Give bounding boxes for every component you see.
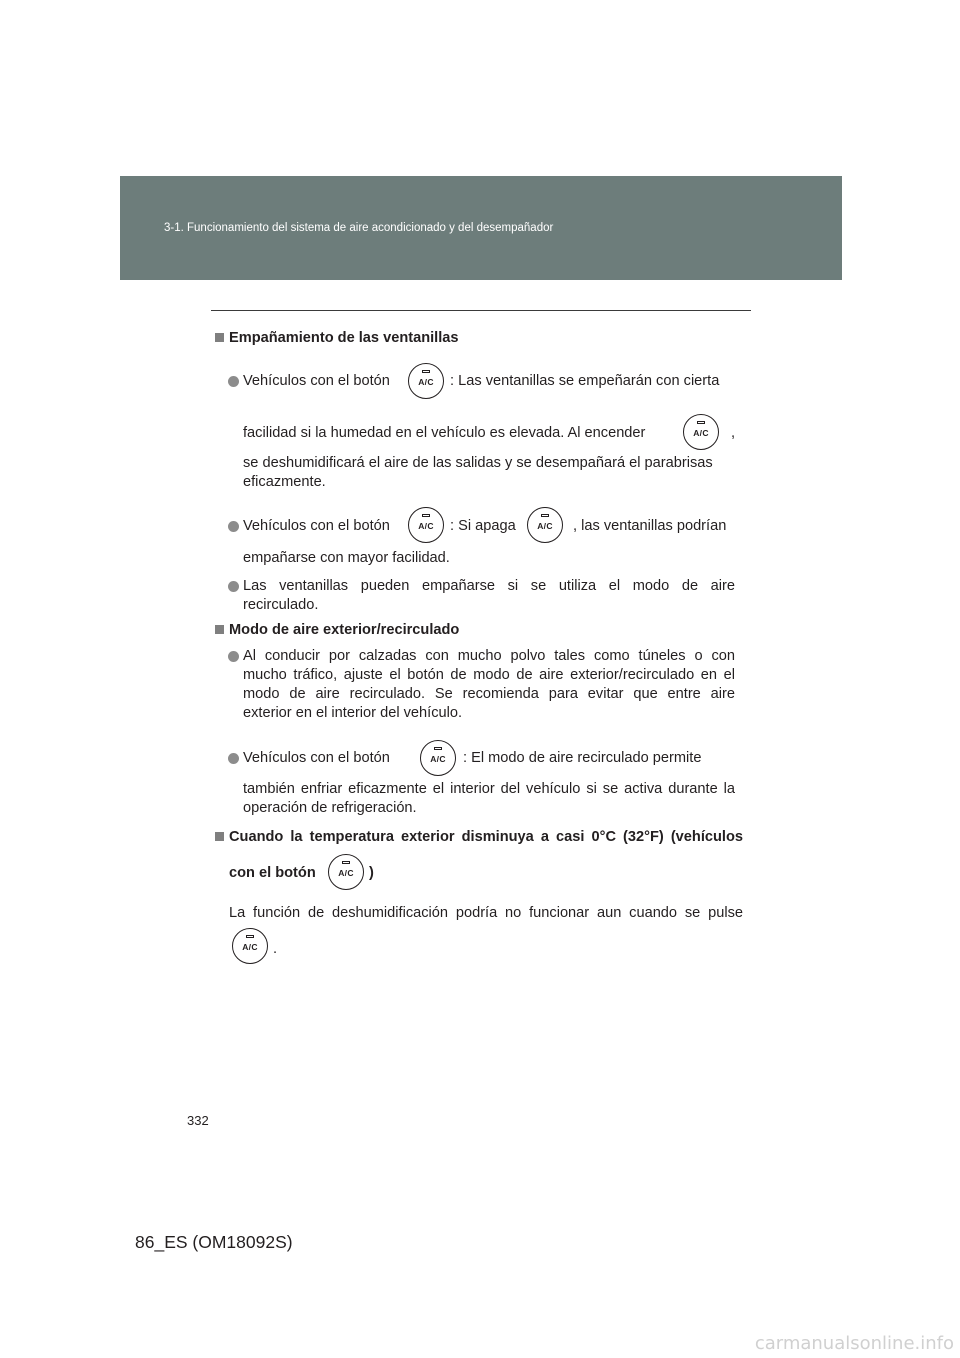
text-line: : Las ventanillas se empeñarán con cierta bbox=[450, 373, 720, 389]
text-line: eficazmente. bbox=[243, 474, 326, 490]
text-line: Las ventanillas pueden empañarse si se utiliza el modo de aire bbox=[243, 578, 735, 594]
text-line: empañarse con mayor facilidad. bbox=[243, 550, 450, 566]
text-line: modo de aire recirculado. Se recomienda para evitar que entre aire bbox=[243, 686, 735, 702]
section-header-title: 3-1. Funcionamiento del sistema de aire acondicionado y del desempañador bbox=[164, 222, 554, 234]
section-title-air-mode: Modo de aire exterior/recirculado bbox=[229, 622, 460, 638]
ac-button-icon: A/C bbox=[683, 414, 719, 450]
text-line: , las ventanillas podrían bbox=[573, 518, 727, 534]
ac-button-icon: A/C bbox=[328, 854, 364, 890]
text-line: ) bbox=[369, 865, 374, 881]
ac-button-icon: A/C bbox=[408, 507, 444, 543]
ac-button-icon: A/C bbox=[527, 507, 563, 543]
square-bullet-icon bbox=[215, 333, 224, 342]
square-bullet-icon bbox=[215, 625, 224, 634]
watermark: carmanualsonline.info bbox=[754, 1333, 954, 1354]
section-title-fogging: Empañamiento de las ventanillas bbox=[229, 330, 459, 346]
square-bullet-icon bbox=[215, 832, 224, 841]
text-line: : El modo de aire recirculado permite bbox=[463, 750, 702, 766]
text-line: Vehículos con el botón bbox=[243, 518, 390, 534]
ac-button-icon: A/C bbox=[408, 363, 444, 399]
divider-rule bbox=[211, 310, 751, 311]
text-line: se deshumidificará el aire de las salidas y se desempañará el parabrisas bbox=[243, 455, 713, 471]
text-line: recirculado. bbox=[243, 597, 319, 613]
text-line: , bbox=[731, 425, 736, 441]
section-title-low-temp: Cuando la temperatura exterior disminuya a casi 0°C (32°F) (vehículos bbox=[229, 829, 743, 845]
round-bullet-icon bbox=[228, 753, 239, 764]
text-line: Vehículos con el botón bbox=[243, 750, 390, 766]
text-line: con el botón bbox=[229, 865, 316, 881]
text-line: La función de deshumidificación podría no funcionar aun cuando se pulse bbox=[229, 905, 743, 921]
round-bullet-icon bbox=[228, 376, 239, 387]
round-bullet-icon bbox=[228, 581, 239, 592]
text-line: . bbox=[273, 941, 278, 957]
round-bullet-icon bbox=[228, 651, 239, 662]
round-bullet-icon bbox=[228, 521, 239, 532]
text-line: facilidad si la humedad en el vehículo es elevada. Al encender bbox=[243, 425, 646, 441]
ac-button-icon: A/C bbox=[420, 740, 456, 776]
text-line: Vehículos con el botón bbox=[243, 373, 390, 389]
text-line: exterior en el interior del vehículo. bbox=[243, 705, 463, 721]
page-number: 332 bbox=[187, 1113, 209, 1128]
document-code: 86_ES (OM18092S) bbox=[135, 1232, 293, 1252]
text-line: también enfriar eficazmente el interior del vehículo si se activa durante la bbox=[243, 781, 735, 797]
text-line: mucho tráfico, ajuste el botón de modo de aire exterior/recirculado en el bbox=[243, 667, 735, 683]
text-line: : Si apaga bbox=[450, 518, 516, 534]
text-line: operación de refrigeración. bbox=[243, 800, 417, 816]
ac-button-icon: A/C bbox=[232, 928, 268, 964]
text-line: Al conducir por calzadas con mucho polvo tales como túneles o con bbox=[243, 648, 735, 664]
